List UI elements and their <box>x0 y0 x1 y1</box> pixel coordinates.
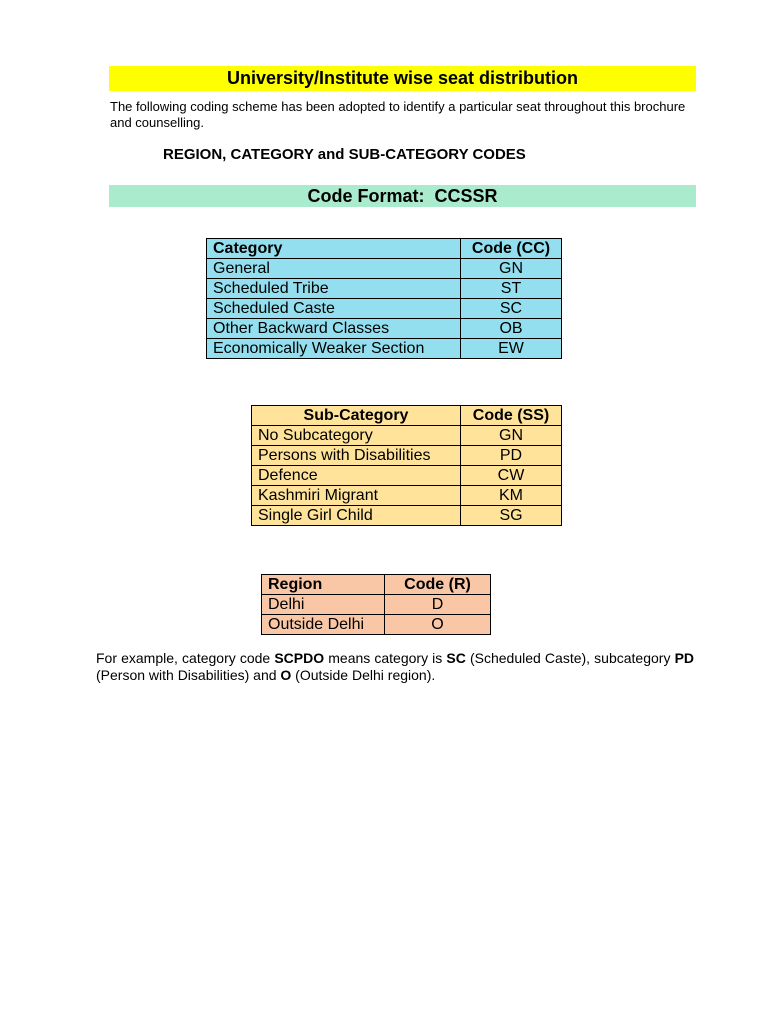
example-region-code: O <box>280 667 292 683</box>
table-row <box>207 299 562 319</box>
table-row <box>252 486 562 506</box>
table-row <box>262 595 491 615</box>
code-format-label: Code Format: <box>307 186 425 206</box>
subcategory-name: No Subcategory <box>252 426 461 446</box>
header-cell: Code (CC) <box>461 239 562 259</box>
table-row <box>207 259 562 279</box>
subcategory-code: CW <box>461 466 562 486</box>
table-row <box>207 279 562 299</box>
subcategory-code: SG <box>461 506 562 526</box>
subcategory-code: PD <box>461 446 562 466</box>
example-text: For example, category code <box>96 650 275 666</box>
table-row <box>252 466 562 486</box>
category-code: SC <box>461 299 562 319</box>
code-format-value: CCSSR <box>434 186 498 206</box>
table-row <box>252 446 562 466</box>
table-row <box>252 426 562 446</box>
header-cell: Category <box>207 239 461 259</box>
category-name: General <box>207 259 461 279</box>
category-name: Other Backward Classes <box>207 319 461 339</box>
category-name: Scheduled Caste <box>207 299 461 319</box>
example-text: (Outside Delhi region). <box>291 667 436 683</box>
example-text: (Scheduled Caste), subcategory <box>465 650 675 666</box>
example-paragraph <box>96 650 694 684</box>
subcategory-name: Single Girl Child <box>252 506 461 526</box>
table-header-row <box>262 575 491 595</box>
category-code: GN <box>461 259 562 279</box>
header-cell: Code (R) <box>385 575 491 595</box>
table-row <box>207 319 562 339</box>
code-format-bar <box>109 185 696 207</box>
header-cell: Code (SS) <box>461 406 562 426</box>
subcategory-code: KM <box>461 486 562 506</box>
subcategory-code: GN <box>461 426 562 446</box>
region-name: Outside Delhi <box>262 615 385 635</box>
example-subcategory-code: PD <box>674 650 695 666</box>
example-category-code: SC <box>446 650 466 666</box>
example-text: (Person with Disabilities) and <box>96 667 281 683</box>
table-header-row <box>252 406 562 426</box>
category-name: Economically Weaker Section <box>207 339 461 359</box>
region-code: O <box>385 615 491 635</box>
category-code: ST <box>461 279 562 299</box>
subcategory-name: Kashmiri Migrant <box>252 486 461 506</box>
subcategory-name: Defence <box>252 466 461 486</box>
category-name: Scheduled Tribe <box>207 279 461 299</box>
subcategory-name: Persons with Disabilities <box>252 446 461 466</box>
table-header-row <box>207 239 562 259</box>
category-code: EW <box>461 339 562 359</box>
region-code: D <box>385 595 491 615</box>
section-heading-text: REGION, CATEGORY and SUB-CATEGORY CODES <box>163 146 526 163</box>
example-text: means category is <box>324 650 447 666</box>
category-code: OB <box>461 319 562 339</box>
intro-text: The following coding scheme has been adopted to identify a particular seat throughout this brochure and counselling. <box>110 99 686 130</box>
region-table <box>261 574 491 635</box>
header-cell: Sub-Category <box>252 406 461 426</box>
page-title: University/Institute wise seat distribution <box>109 66 696 91</box>
header-cell: Region <box>262 575 385 595</box>
subcategory-table <box>251 405 562 526</box>
region-name: Delhi <box>262 595 385 615</box>
table-row <box>207 339 562 359</box>
category-table <box>206 238 562 359</box>
table-row <box>262 615 491 635</box>
table-row <box>252 506 562 526</box>
example-code: SCPDO <box>274 650 325 666</box>
